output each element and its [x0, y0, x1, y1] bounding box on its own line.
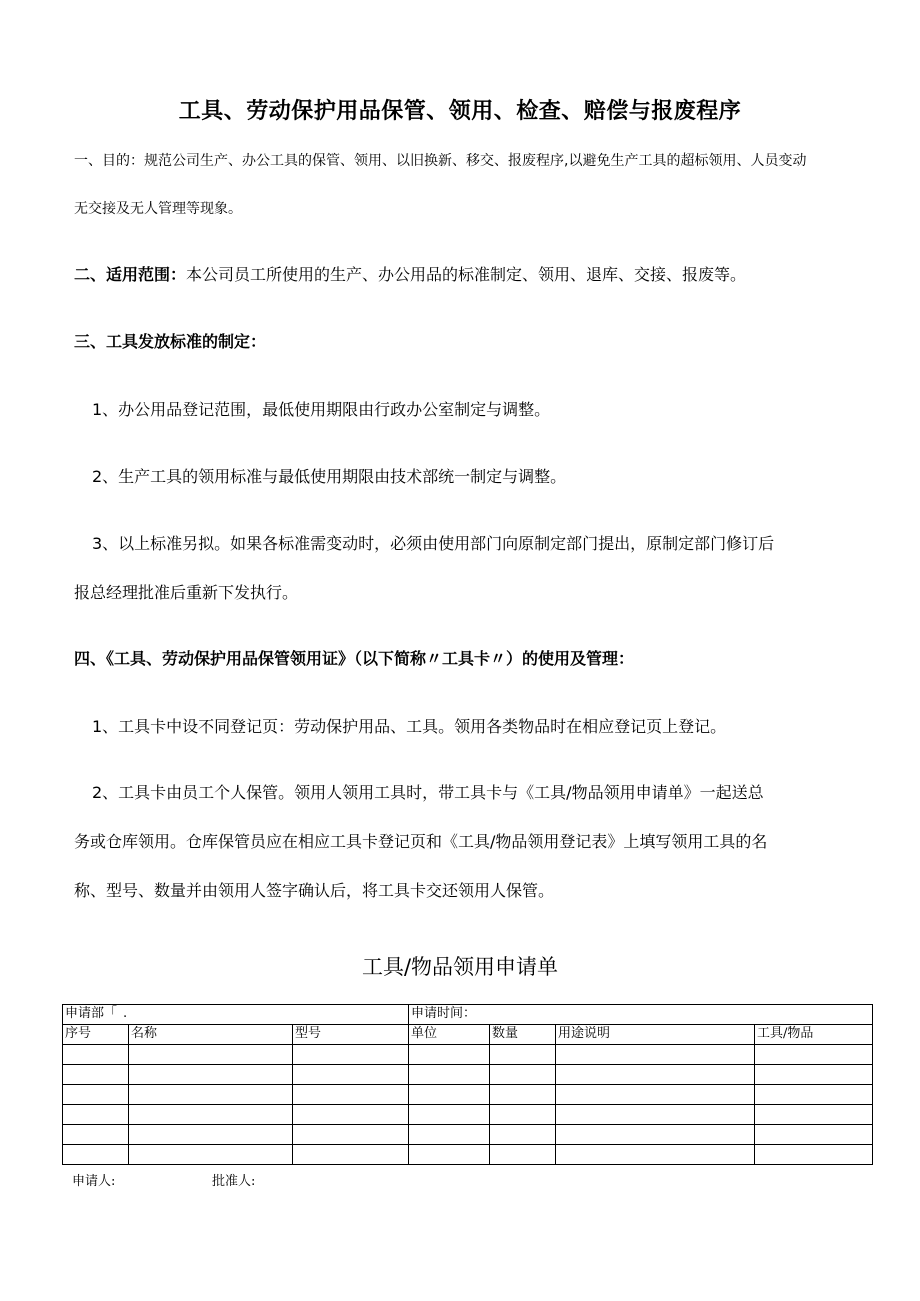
table-row	[63, 1145, 873, 1165]
table-cell[interactable]	[490, 1125, 556, 1145]
table-cell[interactable]	[129, 1065, 293, 1085]
section-3-item-3-line-2: 报总经理批准后重新下发执行。	[74, 583, 299, 602]
table-cell[interactable]	[490, 1045, 556, 1065]
section-3-heading: 三、工具发放标准的制定：	[74, 332, 267, 351]
section-3-item-2: 2、生产工具的领用标准与最低使用期限由技术部统一制定与调整。	[92, 467, 567, 486]
form-header-row	[63, 1005, 873, 1025]
table-cell[interactable]	[63, 1145, 129, 1165]
table-cell[interactable]	[293, 1125, 409, 1145]
section-4-item-2-line-1: 2、工具卡由员工个人保管。领用人领用工具时，带工具卡与《工具/物品领用申请单》一起送总	[92, 783, 764, 802]
table-row	[63, 1045, 873, 1065]
table-cell[interactable]	[556, 1125, 755, 1145]
table-cell[interactable]	[755, 1085, 873, 1105]
col-header-tool-item: 工具/物品	[755, 1025, 873, 1045]
table-cell[interactable]	[63, 1065, 129, 1085]
table-cell[interactable]	[490, 1105, 556, 1125]
table-cell[interactable]	[129, 1085, 293, 1105]
table-cell[interactable]	[409, 1085, 490, 1105]
column-header-row	[63, 1025, 873, 1045]
table-row	[63, 1105, 873, 1125]
section-2	[74, 262, 746, 285]
table-cell[interactable]	[556, 1085, 755, 1105]
request-time-cell[interactable]	[409, 1005, 873, 1025]
col-header-purpose: 用途说明	[556, 1025, 755, 1045]
department-value: .	[123, 1006, 128, 1021]
document-title: 工具、劳动保护用品保管、领用、检查、赔偿与报废程序	[178, 99, 742, 124]
section-4-item-2-line-2: 务或仓库领用。仓库保管员应在相应工具卡登记页和《工具/物品领用登记表》上填写领用工具的名	[74, 832, 768, 851]
table-cell[interactable]	[409, 1145, 490, 1165]
table-row	[63, 1065, 873, 1085]
col-header-quantity: 数量	[490, 1025, 556, 1045]
table-cell[interactable]	[409, 1065, 490, 1085]
table-cell[interactable]	[755, 1045, 873, 1065]
section-3-item-1: 1、办公用品登记范围，最低使用期限由行政办公室制定与调整。	[92, 400, 551, 419]
table-cell[interactable]	[63, 1085, 129, 1105]
table-cell[interactable]	[129, 1125, 293, 1145]
table-cell[interactable]	[755, 1125, 873, 1145]
col-header-model: 型号	[293, 1025, 409, 1045]
table-cell[interactable]	[293, 1105, 409, 1125]
table-cell[interactable]	[293, 1085, 409, 1105]
table-cell[interactable]	[293, 1145, 409, 1165]
col-header-index: 序号	[63, 1025, 129, 1045]
request-form-table	[62, 1004, 873, 1165]
table-cell[interactable]	[490, 1145, 556, 1165]
table-cell[interactable]	[63, 1045, 129, 1065]
table-cell[interactable]	[556, 1065, 755, 1085]
table-row	[63, 1125, 873, 1145]
request-time-label: 申请时间：	[411, 1006, 477, 1021]
form-title: 工具/物品领用申请单	[361, 955, 559, 979]
section-4-item-1: 1、工具卡中设不同登记页：劳动保护用品、工具。领用各类物品时在相应登记页上登记。	[92, 717, 727, 736]
table-cell[interactable]	[556, 1145, 755, 1165]
department-label: 申请部「	[65, 1006, 118, 1021]
section-2-text: 本公司员工所使用的生产、办公用品的标准制定、领用、退库、交接、报废等。	[186, 265, 747, 284]
col-header-name: 名称	[129, 1025, 293, 1045]
section-4-heading: 四、《工具、劳动保护用品保管领用证》（以下简称〃工具卡〃）的使用及管理：	[74, 649, 635, 668]
table-cell[interactable]	[755, 1105, 873, 1125]
table-cell[interactable]	[409, 1125, 490, 1145]
table-cell[interactable]	[129, 1045, 293, 1065]
department-cell[interactable]	[63, 1005, 409, 1025]
table-cell[interactable]	[409, 1105, 490, 1125]
table-row	[63, 1085, 873, 1105]
table-cell[interactable]	[755, 1145, 873, 1165]
section-4-item-2-line-3: 称、型号、数量并由领用人签字确认后，将工具卡交还领用人保管。	[74, 881, 555, 900]
table-cell[interactable]	[293, 1045, 409, 1065]
approver-label: 批准人:	[212, 1174, 256, 1189]
table-cell[interactable]	[409, 1045, 490, 1065]
table-cell[interactable]	[490, 1065, 556, 1085]
applicant-label: 申请人:	[72, 1174, 116, 1189]
table-cell[interactable]	[556, 1045, 755, 1065]
section-3-item-3-line-1: 3、以上标准另拟。如果各标准需变动时，必须由使用部门向原制定部门提出，原制定部门修订后	[92, 534, 775, 553]
table-cell[interactable]	[490, 1085, 556, 1105]
table-cell[interactable]	[556, 1105, 755, 1125]
section-1-line-2: 无交接及无人管理等现象。	[74, 201, 242, 217]
table-cell[interactable]	[63, 1105, 129, 1125]
table-cell[interactable]	[293, 1065, 409, 1085]
table-cell[interactable]	[129, 1105, 293, 1125]
table-cell[interactable]	[63, 1125, 129, 1145]
section-2-heading: 二、适用范围：	[74, 265, 187, 284]
col-header-unit: 单位	[409, 1025, 490, 1045]
section-1-line-1: 一、目的：规范公司生产、办公工具的保管、领用、以旧换新、移交、报废程序,以避免生产工具的超标领用、人员变动	[74, 153, 807, 169]
table-cell[interactable]	[129, 1145, 293, 1165]
table-cell[interactable]	[755, 1065, 873, 1085]
